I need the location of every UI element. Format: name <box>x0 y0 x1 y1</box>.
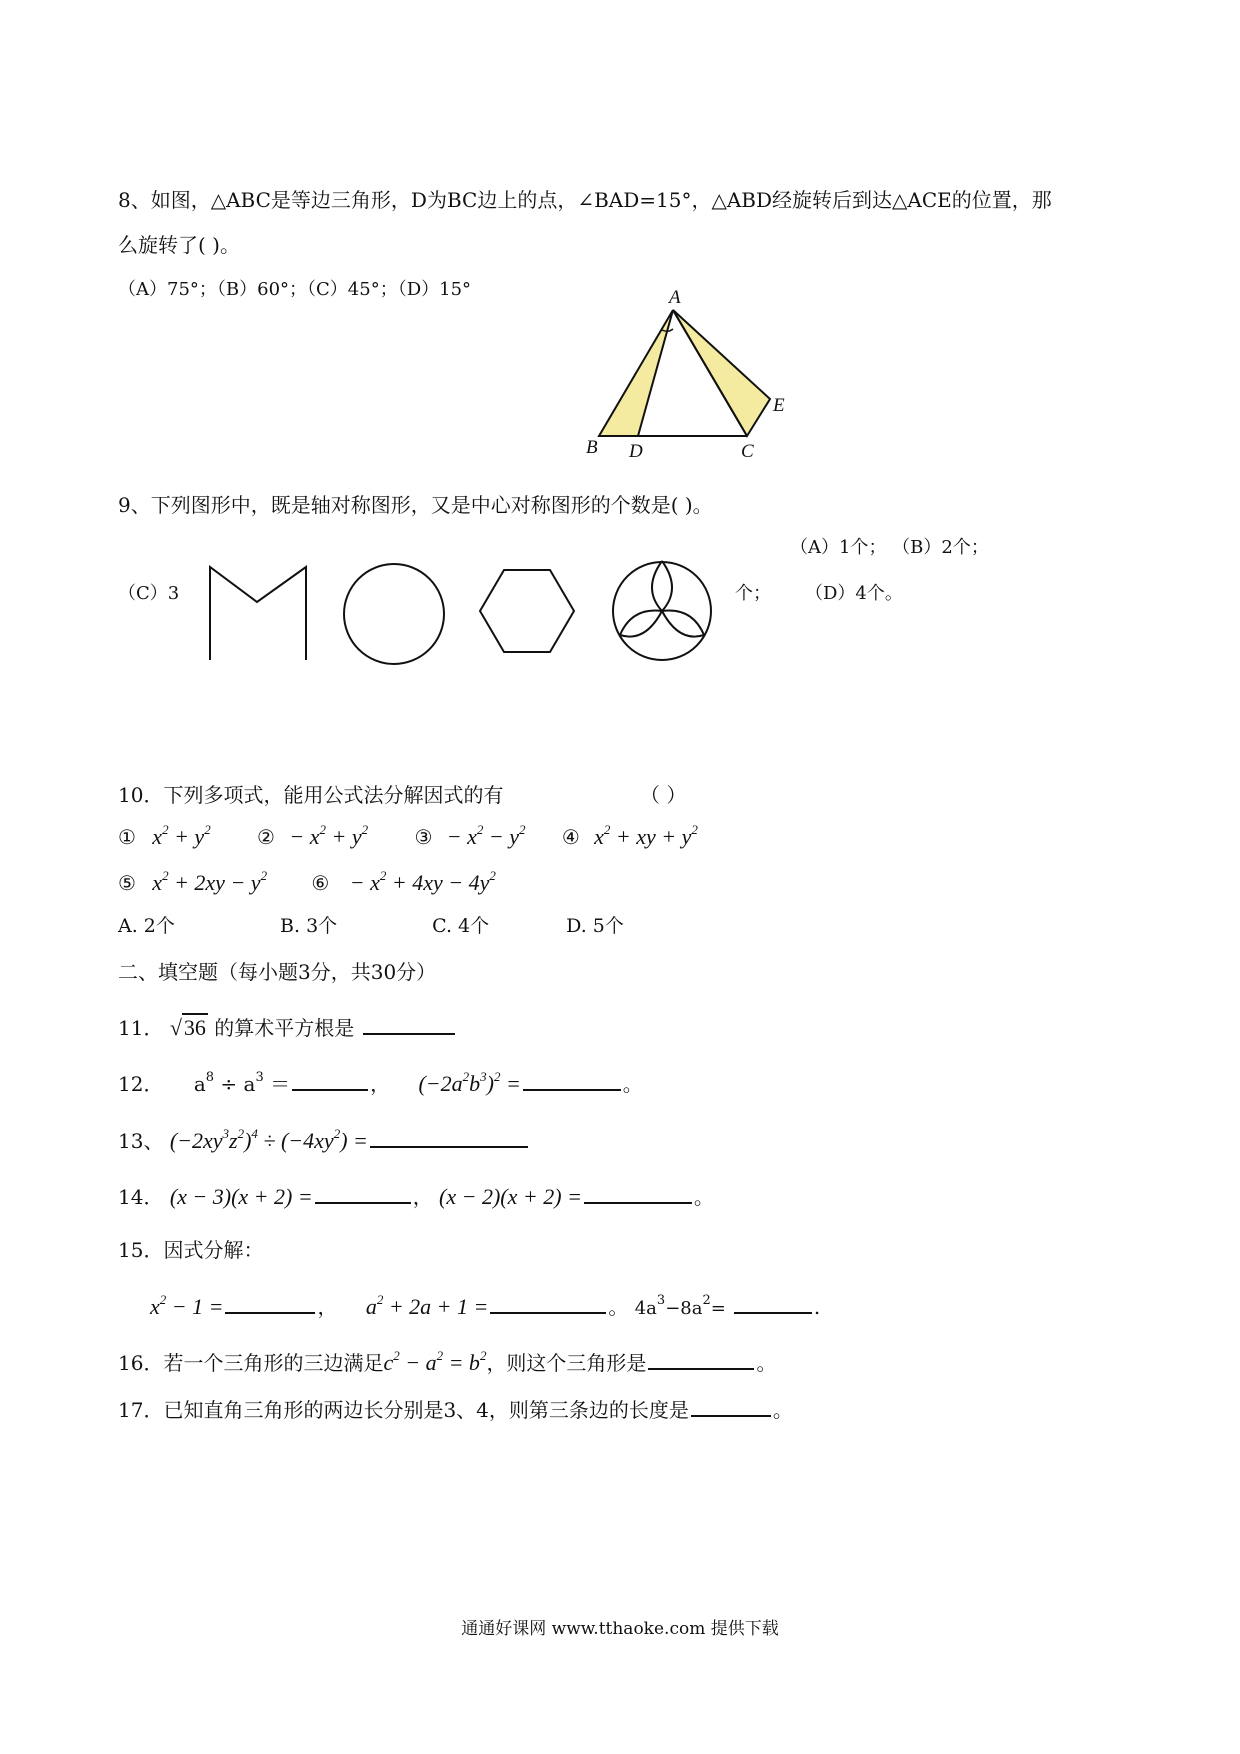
circle-shape <box>344 564 444 664</box>
q10-paren: （ ） <box>640 783 687 807</box>
radicand: 36 <box>183 1015 206 1040</box>
expr-6: − $x^2 + 4xy - 4y^2$ <box>349 868 496 895</box>
q12-expr-2: $(-2a^2b^3)^2$ = <box>418 1069 521 1096</box>
label-a: A <box>669 287 681 308</box>
q10-row1 <box>118 823 698 851</box>
q10-choices <box>118 912 624 940</box>
label-b: B <box>586 437 598 458</box>
q10-stem: 10．下列多项式，能用公式法分解因式的有 <box>118 783 504 807</box>
q9-option-d: （D）4个。 <box>805 583 903 604</box>
q17-blank <box>691 1393 771 1417</box>
q14: 14． (x − 3)(x + 2) = ， (x − 2)(x + 2) = 。 <box>118 1180 714 1211</box>
q17-text: 17．已知直角三角形的两边长分别是3、4，则第三条边的长度是 <box>118 1398 689 1422</box>
q15-blank-2 <box>490 1290 606 1314</box>
q12: 12． $a^8 \div a^3$ ＝ ， $(-2a^2b^3)^2$ = 。 <box>118 1069 643 1096</box>
q12-blank-1 <box>292 1067 368 1091</box>
item-2: ② <box>257 825 275 849</box>
q14-num: 14． <box>118 1185 164 1209</box>
q11 <box>118 1011 457 1042</box>
q11-blank <box>363 1011 455 1035</box>
q13 <box>118 1124 530 1155</box>
q9-shapes <box>200 555 730 675</box>
expr-2: − $x^2 + y^2$ <box>289 822 369 849</box>
q12-expr-1: $a^8 \div a^3$ ＝ <box>193 1070 291 1096</box>
q9-options-ab: （A）1个； （B）2个； <box>790 537 989 558</box>
page-footer: 通通好课网 www.tthaoke.com 提供下载 <box>461 1619 779 1639</box>
item-3: ③ <box>414 825 433 849</box>
q15-items: $x^2 - 1$ = ， $a^2 + 2a + 1$ = 。 $4a^3-8a^2=$ . <box>150 1292 821 1319</box>
q13-blank <box>370 1124 528 1148</box>
q13-num: 13、 <box>118 1129 164 1153</box>
q15-blank-1 <box>225 1290 315 1314</box>
section-2-heading: 二、填空题（每小题3分，共30分） <box>118 960 437 984</box>
item-4: ④ <box>561 825 580 849</box>
q10-row2 <box>118 869 496 897</box>
q14-blank-1 <box>315 1180 411 1204</box>
sqrt-36: √36 <box>169 1015 206 1040</box>
q15-expr-2: $a^2 + 2a + 1$ = <box>365 1292 489 1319</box>
item-6: ⑥ <box>311 871 330 895</box>
q8-options: （A）75°；（B）60°；（C）45°；（D）15° <box>118 279 472 300</box>
expr-4: $x^2$ + xy + $y^2$ <box>594 822 698 849</box>
expr-5: $x^2 + 2xy - y^2$ <box>152 868 268 895</box>
q15-expr-1: $x^2 - 1$ = <box>150 1292 224 1319</box>
triangle-ace-fill <box>673 310 770 436</box>
q16-blank <box>648 1346 754 1370</box>
expr-1: $x^2 + y^2$ <box>152 822 211 849</box>
m-shape <box>210 567 306 660</box>
q14-expr-2: (x − 2)(x + 2) = <box>439 1184 582 1209</box>
q15-blank-3 <box>734 1290 812 1314</box>
triangle-abd-fill <box>599 310 673 436</box>
hexagon-shape <box>480 570 574 652</box>
q16-expr: $c^2 - a^2 = b^2$ <box>383 1348 487 1375</box>
choice-c: C. 4个 <box>432 915 490 937</box>
trefoil-shape <box>613 561 711 660</box>
choice-a: A. 2个 <box>118 915 175 937</box>
q14-blank-2 <box>584 1180 692 1204</box>
q17: 17．已知直角三角形的两边长分别是3、4，则第三条边的长度是 。 <box>118 1393 793 1424</box>
q16-prefix: 16．若一个三角形的三边满足 <box>118 1351 384 1375</box>
q11-text: 的算术平方根是 <box>214 1016 355 1040</box>
item-1: ① <box>118 825 136 849</box>
q13-expr: $(-2xy^3z^2)^4 \div (-4xy^2)$ = <box>169 1126 368 1153</box>
q14-expr-1: (x − 3)(x + 2) = <box>169 1184 313 1209</box>
choice-d: D. 5个 <box>566 915 624 937</box>
q9-option-c-prefix: （C）3 <box>118 583 180 604</box>
expr-3: − $x^2 - y^2$ <box>446 822 526 849</box>
q15-expr-3: $4a^3-8a^2=$ <box>634 1293 726 1319</box>
q15-stem: 15．因式分解： <box>118 1238 264 1262</box>
item-5: ⑤ <box>118 871 136 895</box>
q8-line2: 么旋转了( )。 <box>118 233 240 257</box>
q11-num: 11． <box>118 1016 164 1040</box>
label-c: C <box>741 441 754 462</box>
q16: 16．若一个三角形的三边满足$c^2 - a^2 = b^2$，则这个三角形是 。 <box>118 1348 777 1375</box>
q8-triangle-figure <box>580 285 820 465</box>
label-e: E <box>773 395 785 416</box>
q9-option-c-suffix: 个； <box>735 583 771 604</box>
label-d: D <box>629 441 643 462</box>
q9-stem: 9、下列图形中，既是轴对称图形，又是中心对称图形的个数是( )。 <box>118 493 713 517</box>
q12-num: 12． <box>118 1072 164 1096</box>
q16-suffix: ，则这个三角形是 <box>486 1351 647 1375</box>
choice-b: B. 3个 <box>280 915 338 937</box>
q8-line1: 8、如图，△ABC是等边三角形，D为BC边上的点，∠BAD=15°，△ABD经旋转后到达△ACE的位置，那 <box>118 188 1052 212</box>
q12-blank-2 <box>523 1067 621 1091</box>
